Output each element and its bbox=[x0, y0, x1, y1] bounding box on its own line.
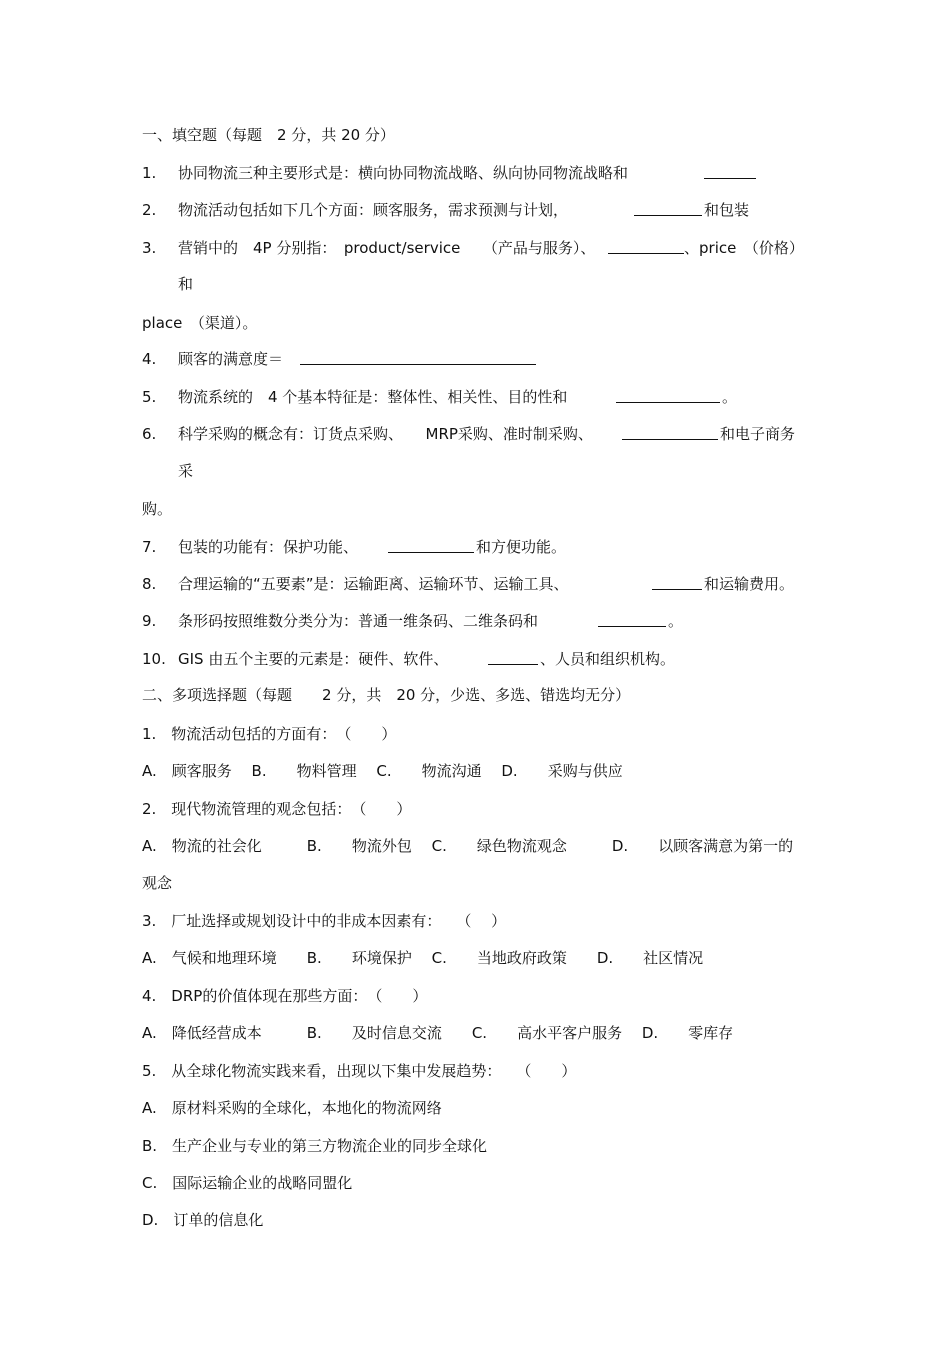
answer-blank bbox=[634, 199, 702, 216]
question-text: 营销中的 4P 分别指： product/service （产品与服务）、 bbox=[178, 239, 596, 257]
question-tail: 。 bbox=[722, 388, 738, 406]
question-2-4: 4. DRP的价值体现在那些方面： （ ） bbox=[142, 987, 428, 1005]
question-2-2: 2. 现代物流管理的观念包括： （ ） bbox=[142, 800, 412, 818]
answer-blank bbox=[488, 648, 538, 665]
question-2-5-option-b: B. 生产企业与专业的第三方物流企业的同步全球化 bbox=[142, 1137, 488, 1155]
question-number: 8. bbox=[142, 575, 157, 593]
question-1-7 bbox=[142, 536, 820, 558]
question-1-3-line2: place （渠道）。 bbox=[142, 314, 258, 332]
question-2-5: 5. 从全球化物流实践来看，出现以下集中发展趋势： （ ） bbox=[142, 1062, 577, 1080]
question-text: 条形码按照维数分类分为：普通一维条码、二维条码和 bbox=[178, 612, 539, 630]
question-2-5-option-c: C. 国际运输企业的战略同盟化 bbox=[142, 1174, 353, 1192]
question-text: 协同物流三种主要形式是：横向协同物流战略、纵向协同物流战略和 bbox=[178, 164, 629, 182]
answer-blank bbox=[652, 573, 702, 590]
question-1-1 bbox=[142, 162, 820, 184]
question-1-6-line2: 购。 bbox=[142, 500, 173, 518]
question-number: 6. bbox=[142, 425, 157, 443]
section-2-title: 二、多项选择题（每题 2 分，共 20 分，少选、多选、错选均无分） bbox=[142, 686, 631, 704]
question-1-3 bbox=[142, 237, 820, 259]
question-text: 物流系统的 4 个基本特征是：整体性、相关性、目的性和 bbox=[178, 388, 568, 406]
question-text: GIS 由五个主要的元素是：硬件、软件、 bbox=[178, 650, 449, 668]
answer-blank bbox=[608, 237, 684, 254]
question-text: 合理运输的“五要素”是：运输距离、运输环节、运输工具、 bbox=[178, 575, 569, 593]
answer-blank bbox=[300, 348, 536, 365]
question-1-4 bbox=[142, 348, 820, 370]
question-1-5 bbox=[142, 386, 820, 408]
question-2-1: 1. 物流活动包括的方面有： （ ） bbox=[142, 725, 397, 743]
question-number: 1. bbox=[142, 164, 157, 182]
question-2-4-options: A. 降低经营成本 B. 及时信息交流 C. 高水平客户服务 D. 零库存 bbox=[142, 1024, 734, 1042]
question-number: 10. bbox=[142, 650, 166, 668]
question-number: 4. bbox=[142, 350, 157, 368]
question-text: 物流活动包括如下几个方面：顾客服务，需求预测与计划， bbox=[178, 201, 569, 219]
question-number: 3. bbox=[142, 239, 157, 257]
question-1-9 bbox=[142, 610, 820, 632]
question-text: 顾客的满意度＝ bbox=[178, 350, 284, 368]
question-1-8 bbox=[142, 573, 820, 595]
question-tail: 和电子商务 bbox=[720, 425, 796, 443]
question-tail: 和方便功能。 bbox=[476, 538, 567, 556]
question-1-10 bbox=[142, 648, 820, 670]
question-2-5-option-a: A. 原材料采购的全球化，本地化的物流网络 bbox=[142, 1099, 442, 1117]
question-2-3: 3. 厂址选择或规划设计中的非成本因素有： （ ） bbox=[142, 912, 507, 930]
question-tail: 、price （价格） bbox=[684, 239, 804, 257]
question-tail: 和包装 bbox=[704, 201, 750, 219]
question-1-6-continuation: 采 bbox=[178, 462, 194, 480]
question-tail: 。 bbox=[668, 612, 684, 630]
question-1-2 bbox=[142, 199, 820, 221]
question-2-1-options: A. 顾客服务 B. 物料管理 C. 物流沟通 D. 采购与供应 bbox=[142, 762, 623, 780]
question-number: 7. bbox=[142, 538, 157, 556]
question-2-2-continuation: 观念 bbox=[142, 874, 173, 892]
question-1-6 bbox=[142, 423, 820, 445]
question-text: 科学采购的概念有：订货点采购、 MRP采购、准时制采购、 bbox=[178, 425, 593, 443]
section-1-title: 一、填空题（每题 2 分，共 20 分） bbox=[142, 126, 395, 144]
question-2-5-option-d: D. 订单的信息化 bbox=[142, 1211, 264, 1229]
question-text: 包装的功能有：保护功能、 bbox=[178, 538, 359, 556]
question-2-3-options: A. 气候和地理环境 B. 环境保护 C. 当地政府政策 D. 社区情况 bbox=[142, 949, 704, 967]
answer-blank bbox=[622, 423, 718, 440]
question-number: 5. bbox=[142, 388, 157, 406]
question-tail: 和运输费用。 bbox=[704, 575, 795, 593]
answer-blank bbox=[388, 536, 474, 553]
answer-blank bbox=[704, 162, 756, 179]
question-2-2-options: A. 物流的社会化 B. 物流外包 C. 绿色物流观念 D. 以顾客满意为第一的 bbox=[142, 837, 794, 855]
question-1-3-continuation: 和 bbox=[178, 275, 194, 293]
question-number: 2. bbox=[142, 201, 157, 219]
answer-blank bbox=[616, 386, 720, 403]
answer-blank bbox=[598, 610, 666, 627]
question-tail: 、人员和组织机构。 bbox=[540, 650, 676, 668]
question-number: 9. bbox=[142, 612, 157, 630]
